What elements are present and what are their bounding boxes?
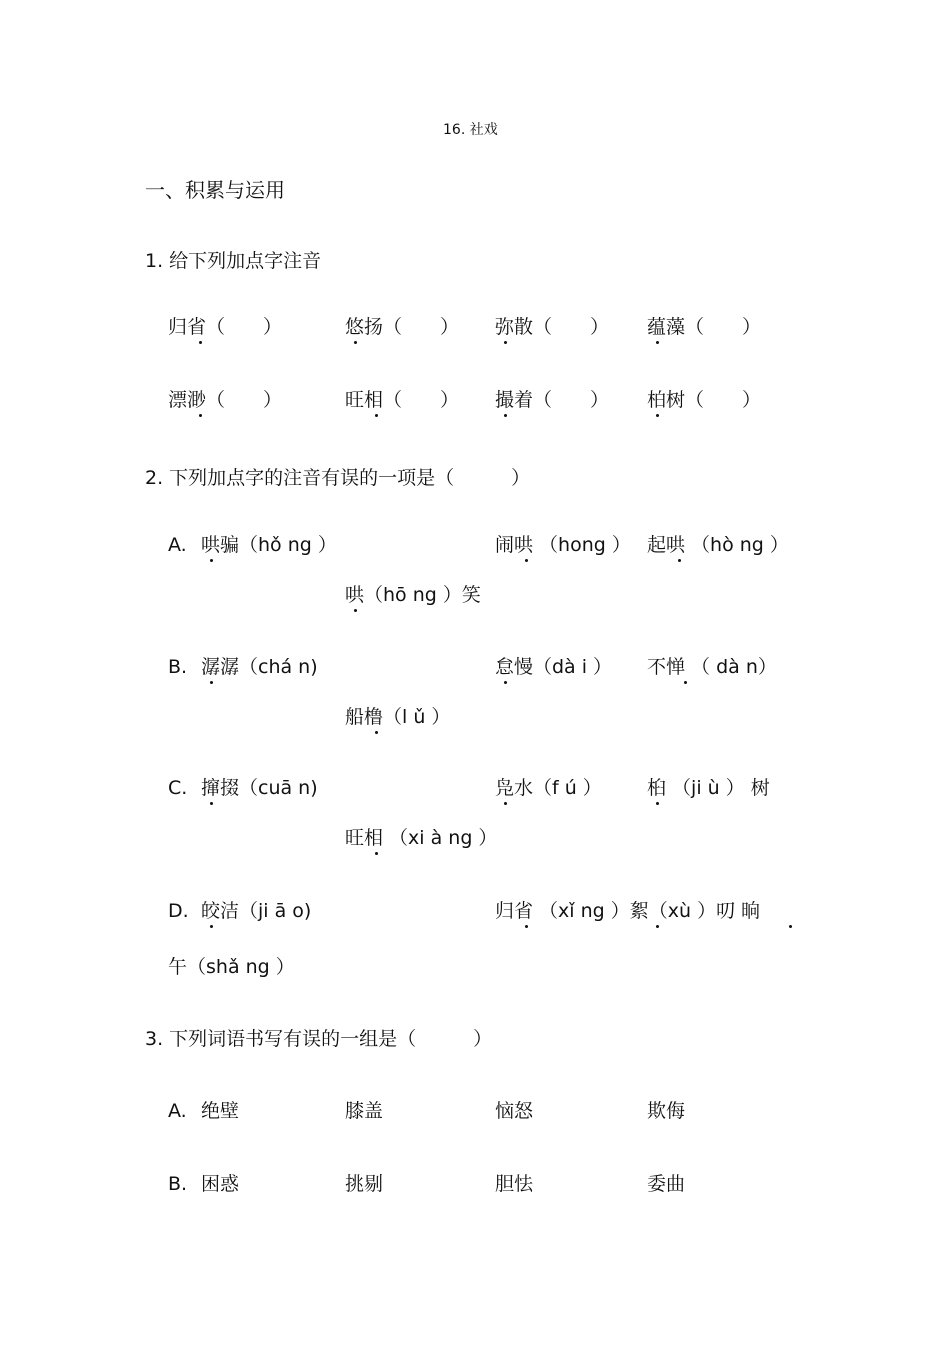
section-heading: 一、积累与运用 (145, 178, 285, 202)
emphasis-dot (210, 681, 213, 684)
emphasis-dot (199, 341, 202, 344)
option-label-d: D. (168, 900, 189, 922)
question-1-stem: 1. 给下列加点字注音 (145, 250, 322, 272)
emphasis-dot (210, 802, 213, 805)
q2-option-a-part: 哄骗（hǒ ng ） (201, 534, 337, 556)
q2-option-b-part: 怠慢（dà i ） (495, 656, 613, 678)
q3-word: 委曲 (647, 1173, 686, 1195)
q2-option-c-part: 桕 （ji ù ） 树 (647, 777, 770, 799)
q2-option-d-part: 归省 （xǐ ng ）絮（xù ）叨 晌 (495, 900, 761, 922)
emphasis-dot (354, 609, 357, 612)
q2-option-a-part: 哄（hō ng ）笑 (345, 584, 481, 606)
q2-option-d-part: 皎洁（ji ā o) (201, 900, 312, 922)
emphasis-dot (504, 802, 507, 805)
q1-item: 柏树（ ） (647, 389, 762, 411)
q3-word: 膝盖 (345, 1100, 384, 1122)
emphasis-dot (504, 414, 507, 417)
q2-option-b-part: 船橹（l ǔ ） (345, 706, 451, 728)
q3-word: 恼怒 (495, 1100, 534, 1122)
emphasis-dot (525, 925, 528, 928)
emphasis-dot (199, 414, 202, 417)
option-label-c: C. (168, 777, 188, 799)
q2-option-c-part: 旺相 （xi à ng ） (345, 827, 498, 849)
q1-item: 蕴藻（ ） (647, 316, 762, 338)
emphasis-dot (354, 341, 357, 344)
emphasis-dot (656, 341, 659, 344)
emphasis-dot (656, 925, 659, 928)
question-3-stem: 3. 下列词语书写有误的一组是（ ） (145, 1028, 493, 1050)
q1-item: 悠扬（ ） (345, 316, 460, 338)
q1-item: 归省（ ） (168, 316, 283, 338)
q3-word: 绝壁 (201, 1100, 240, 1122)
emphasis-dot (210, 925, 213, 928)
option-label-b: B. (168, 1173, 188, 1195)
emphasis-dot (684, 681, 687, 684)
q2-option-a-part: 闹哄 （hong ） (495, 534, 631, 556)
option-label-a: A. (168, 1100, 187, 1122)
emphasis-dot (375, 731, 378, 734)
emphasis-dot (656, 414, 659, 417)
question-2-stem: 2. 下列加点字的注音有误的一项是（ ） (145, 467, 531, 489)
q1-item: 撮着（ ） (495, 389, 610, 411)
q1-item: 旺相（ ） (345, 389, 460, 411)
emphasis-dot (375, 414, 378, 417)
q2-option-d-part: 午（shǎ ng ） (168, 956, 295, 978)
emphasis-dot (656, 802, 659, 805)
option-label-b: B. (168, 656, 188, 678)
document-title: 16. 社戏 (443, 122, 498, 138)
q1-item: 漂渺（ ） (168, 389, 283, 411)
emphasis-dot (375, 852, 378, 855)
q3-word: 挑剔 (345, 1173, 384, 1195)
q3-word: 困惑 (201, 1173, 240, 1195)
q2-option-c-part: 凫水（f ú ） (495, 777, 602, 799)
q1-item: 弥散（ ） (495, 316, 610, 338)
q2-option-a-part: 起哄 （hò ng ） (647, 534, 789, 556)
emphasis-dot (525, 559, 528, 562)
q2-option-b-part: 潺潺（chá n) (201, 656, 318, 678)
emphasis-dot (789, 925, 792, 928)
q2-option-b-part: 不惮 （ dà n） (647, 656, 777, 678)
emphasis-dot (678, 559, 681, 562)
q3-word: 胆怯 (495, 1173, 534, 1195)
q3-word: 欺侮 (647, 1100, 686, 1122)
emphasis-dot (504, 341, 507, 344)
emphasis-dot (210, 559, 213, 562)
emphasis-dot (504, 681, 507, 684)
option-label-a: A. (168, 534, 187, 556)
q2-option-c-part: 撺掇（cuā n) (201, 777, 318, 799)
